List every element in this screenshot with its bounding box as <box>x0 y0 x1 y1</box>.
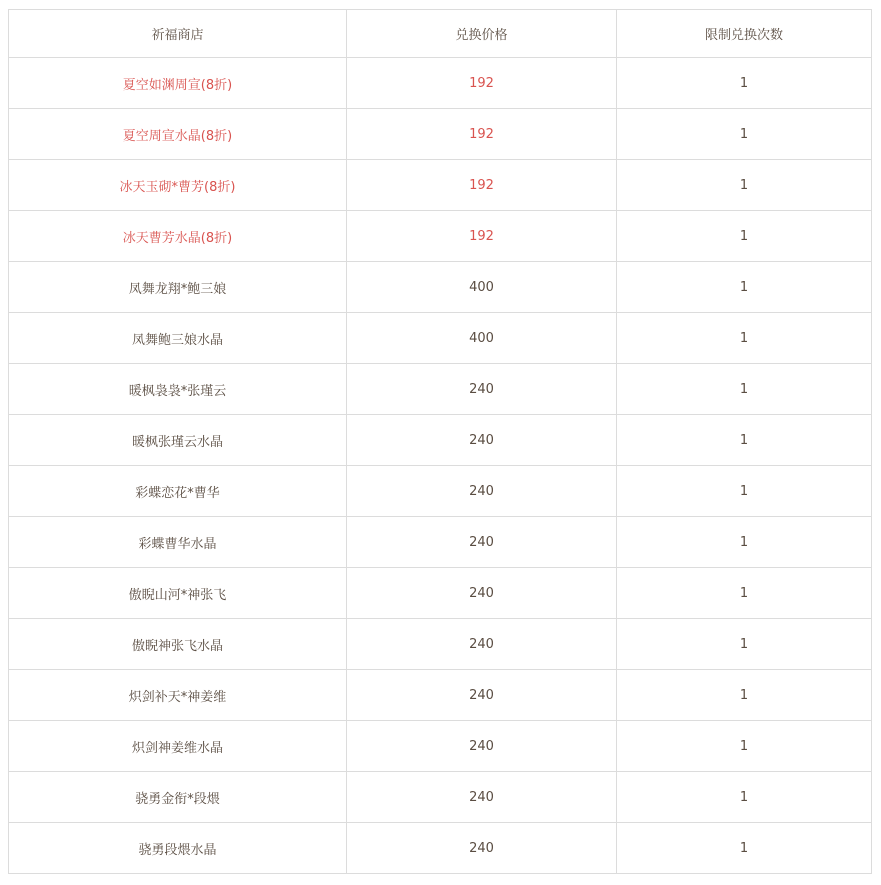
item-name: 炽剑神姜维水晶 <box>9 721 347 772</box>
item-name: 凤舞龙翔*鲍三娘 <box>9 262 347 313</box>
shop-table-container <box>8 9 872 874</box>
table-header-row <box>9 10 872 58</box>
item-price: 240 <box>347 721 617 772</box>
item-name: 夏空周宣水晶(8折) <box>9 109 347 160</box>
item-price: 192 <box>347 160 617 211</box>
item-limit: 1 <box>617 823 872 874</box>
item-limit: 1 <box>617 568 872 619</box>
item-price: 240 <box>347 772 617 823</box>
item-price: 192 <box>347 58 617 109</box>
item-price: 240 <box>347 823 617 874</box>
item-limit: 1 <box>617 109 872 160</box>
item-limit: 1 <box>617 415 872 466</box>
item-name: 暖枫袅袅*张瑾云 <box>9 364 347 415</box>
table-row <box>9 721 872 772</box>
table-row <box>9 670 872 721</box>
item-limit: 1 <box>617 58 872 109</box>
item-limit: 1 <box>617 517 872 568</box>
header-limit: 限制兑换次数 <box>617 10 872 58</box>
item-name: 冰天曹芳水晶(8折) <box>9 211 347 262</box>
item-name: 傲睨神张飞水晶 <box>9 619 347 670</box>
item-limit: 1 <box>617 313 872 364</box>
item-price: 240 <box>347 466 617 517</box>
table-row <box>9 364 872 415</box>
header-price: 兑换价格 <box>347 10 617 58</box>
table-row <box>9 415 872 466</box>
item-price: 240 <box>347 415 617 466</box>
item-limit: 1 <box>617 364 872 415</box>
item-price: 240 <box>347 670 617 721</box>
table-row <box>9 58 872 109</box>
header-shop: 祈福商店 <box>9 10 347 58</box>
table-row <box>9 211 872 262</box>
table-row <box>9 466 872 517</box>
item-limit: 1 <box>617 160 872 211</box>
item-name: 彩蝶曹华水晶 <box>9 517 347 568</box>
item-price: 240 <box>347 364 617 415</box>
item-name: 夏空如渊周宣(8折) <box>9 58 347 109</box>
table-row <box>9 160 872 211</box>
item-price: 240 <box>347 517 617 568</box>
item-name: 炽剑补天*神姜维 <box>9 670 347 721</box>
item-limit: 1 <box>617 721 872 772</box>
item-limit: 1 <box>617 211 872 262</box>
item-name: 傲睨山河*神张飞 <box>9 568 347 619</box>
item-price: 400 <box>347 313 617 364</box>
table-row <box>9 262 872 313</box>
table-row <box>9 619 872 670</box>
item-name: 暖枫张瑾云水晶 <box>9 415 347 466</box>
item-price: 240 <box>347 619 617 670</box>
item-price: 400 <box>347 262 617 313</box>
table-row <box>9 109 872 160</box>
table-row <box>9 313 872 364</box>
item-name: 彩蝶恋花*曹华 <box>9 466 347 517</box>
item-limit: 1 <box>617 670 872 721</box>
table-row <box>9 823 872 874</box>
item-limit: 1 <box>617 772 872 823</box>
shop-table <box>8 9 872 874</box>
item-price: 192 <box>347 109 617 160</box>
item-name: 凤舞鲍三娘水晶 <box>9 313 347 364</box>
item-limit: 1 <box>617 619 872 670</box>
item-price: 240 <box>347 568 617 619</box>
item-name: 骁勇段煨水晶 <box>9 823 347 874</box>
table-row <box>9 568 872 619</box>
item-limit: 1 <box>617 466 872 517</box>
table-row <box>9 772 872 823</box>
item-name: 冰天玉砌*曹芳(8折) <box>9 160 347 211</box>
item-price: 192 <box>347 211 617 262</box>
item-name: 骁勇金衔*段煨 <box>9 772 347 823</box>
table-row <box>9 517 872 568</box>
item-limit: 1 <box>617 262 872 313</box>
